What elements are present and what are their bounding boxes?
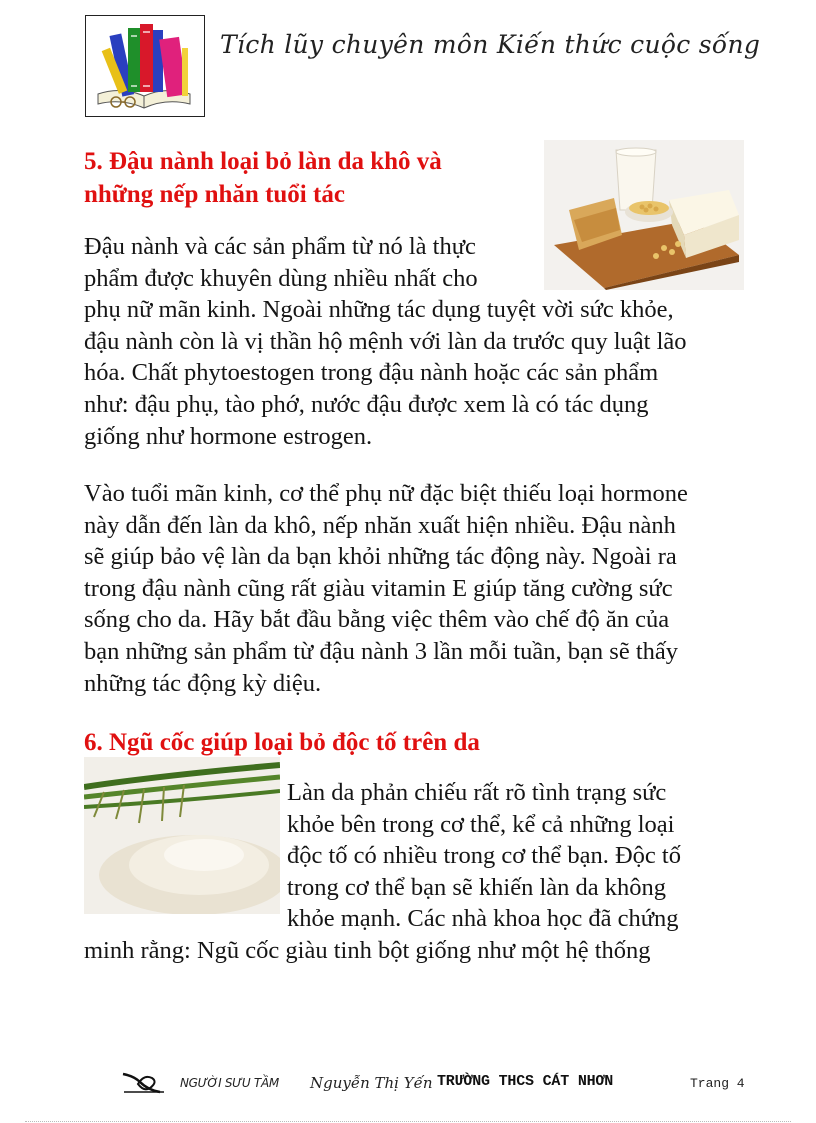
text-line: sẽ giúp bảo vệ làn da bạn khỏi những tác động này. Ngoài ra xyxy=(84,543,677,571)
page-bottom-rule xyxy=(25,1121,791,1122)
text-line: phụ nữ mãn kinh. Ngoài những tác dụng tuyệt vời sức khỏe, xyxy=(84,296,674,324)
section-5-paragraph-2 xyxy=(84,478,688,699)
text-line: đậu nành còn là vị thần hộ mệnh với làn da trước quy luật lão xyxy=(84,327,687,355)
footer-author: Nguyễn Thị Yến xyxy=(310,1074,433,1092)
text-line: phẩm được khuyên dùng nhiều nhất cho xyxy=(84,264,478,292)
text-line: sống cho da. Hãy bắt đầu bằng việc thêm vào chế độ ăn của xyxy=(84,606,670,634)
footer-page-number: Trang 4 xyxy=(690,1076,745,1091)
section-5-title-line-1: 5. Đậu nành loại bỏ làn da khô và xyxy=(84,148,442,175)
text-line: bạn những sản phẩm từ đậu nành 3 lần mỗi tuần, bạn sẽ thấy xyxy=(84,637,679,665)
text-line: những tác động kỳ diệu. xyxy=(84,669,322,697)
section-6-paragraph-1 xyxy=(84,777,681,967)
books-icon xyxy=(86,16,204,116)
text-line: như: đậu phụ, tào phớ, nước đậu được xem là có tác dụng xyxy=(84,390,649,418)
text-line: Làn da phản chiếu rất rõ tình trạng sức xyxy=(287,779,667,806)
section-5-title xyxy=(84,145,534,211)
text-line: Vào tuổi mãn kinh, cơ thể phụ nữ đặc biệt thiếu loại hormone xyxy=(84,480,688,507)
header-logo xyxy=(85,15,205,117)
header-title: Tích lũy chuyên môn Kiến thức cuộc sống xyxy=(220,30,761,59)
text-line: hóa. Chất phytoestogen trong đậu nành hoặc các sản phẩm xyxy=(84,359,659,387)
text-line: minh rằng: Ngũ cốc giàu tinh bột giống như một hệ thống xyxy=(84,936,651,964)
footer-school: TRƯỜNG THCS CÁT NHƠN xyxy=(437,1073,614,1090)
section-5-title-line-2: những nếp nhăn tuổi tác xyxy=(84,181,345,208)
text-line: giống như hormone estrogen. xyxy=(84,422,373,450)
text-line: Đậu nành và các sản phẩm từ nó là thực xyxy=(84,233,476,260)
text-line: trong cơ thể bạn sẽ khiến làn da không xyxy=(287,873,666,901)
text-line: độc tố có nhiều trong cơ thể bạn. Độc tố xyxy=(287,842,681,870)
text-line: khỏe bên trong cơ thể, kể cả những loại xyxy=(287,810,675,838)
footer-collector-label: NGƯỜI SƯU TẦM xyxy=(180,1076,279,1090)
section-6-title: 6. Ngũ cốc giúp loại bỏ độc tố trên da xyxy=(84,729,480,756)
page-footer xyxy=(0,1070,816,1100)
text-line: trong đậu nành cũng rất giàu vitamin E giúp tăng cường sức xyxy=(84,574,673,602)
text-line: này dẫn đến làn da khô, nếp nhăn xuất hiện nhiều. Đậu nành xyxy=(84,511,676,539)
section-5-paragraph-1 xyxy=(84,231,687,452)
text-line: khỏe mạnh. Các nhà khoa học đã chứng xyxy=(287,905,679,933)
pen-icon xyxy=(120,1070,168,1096)
